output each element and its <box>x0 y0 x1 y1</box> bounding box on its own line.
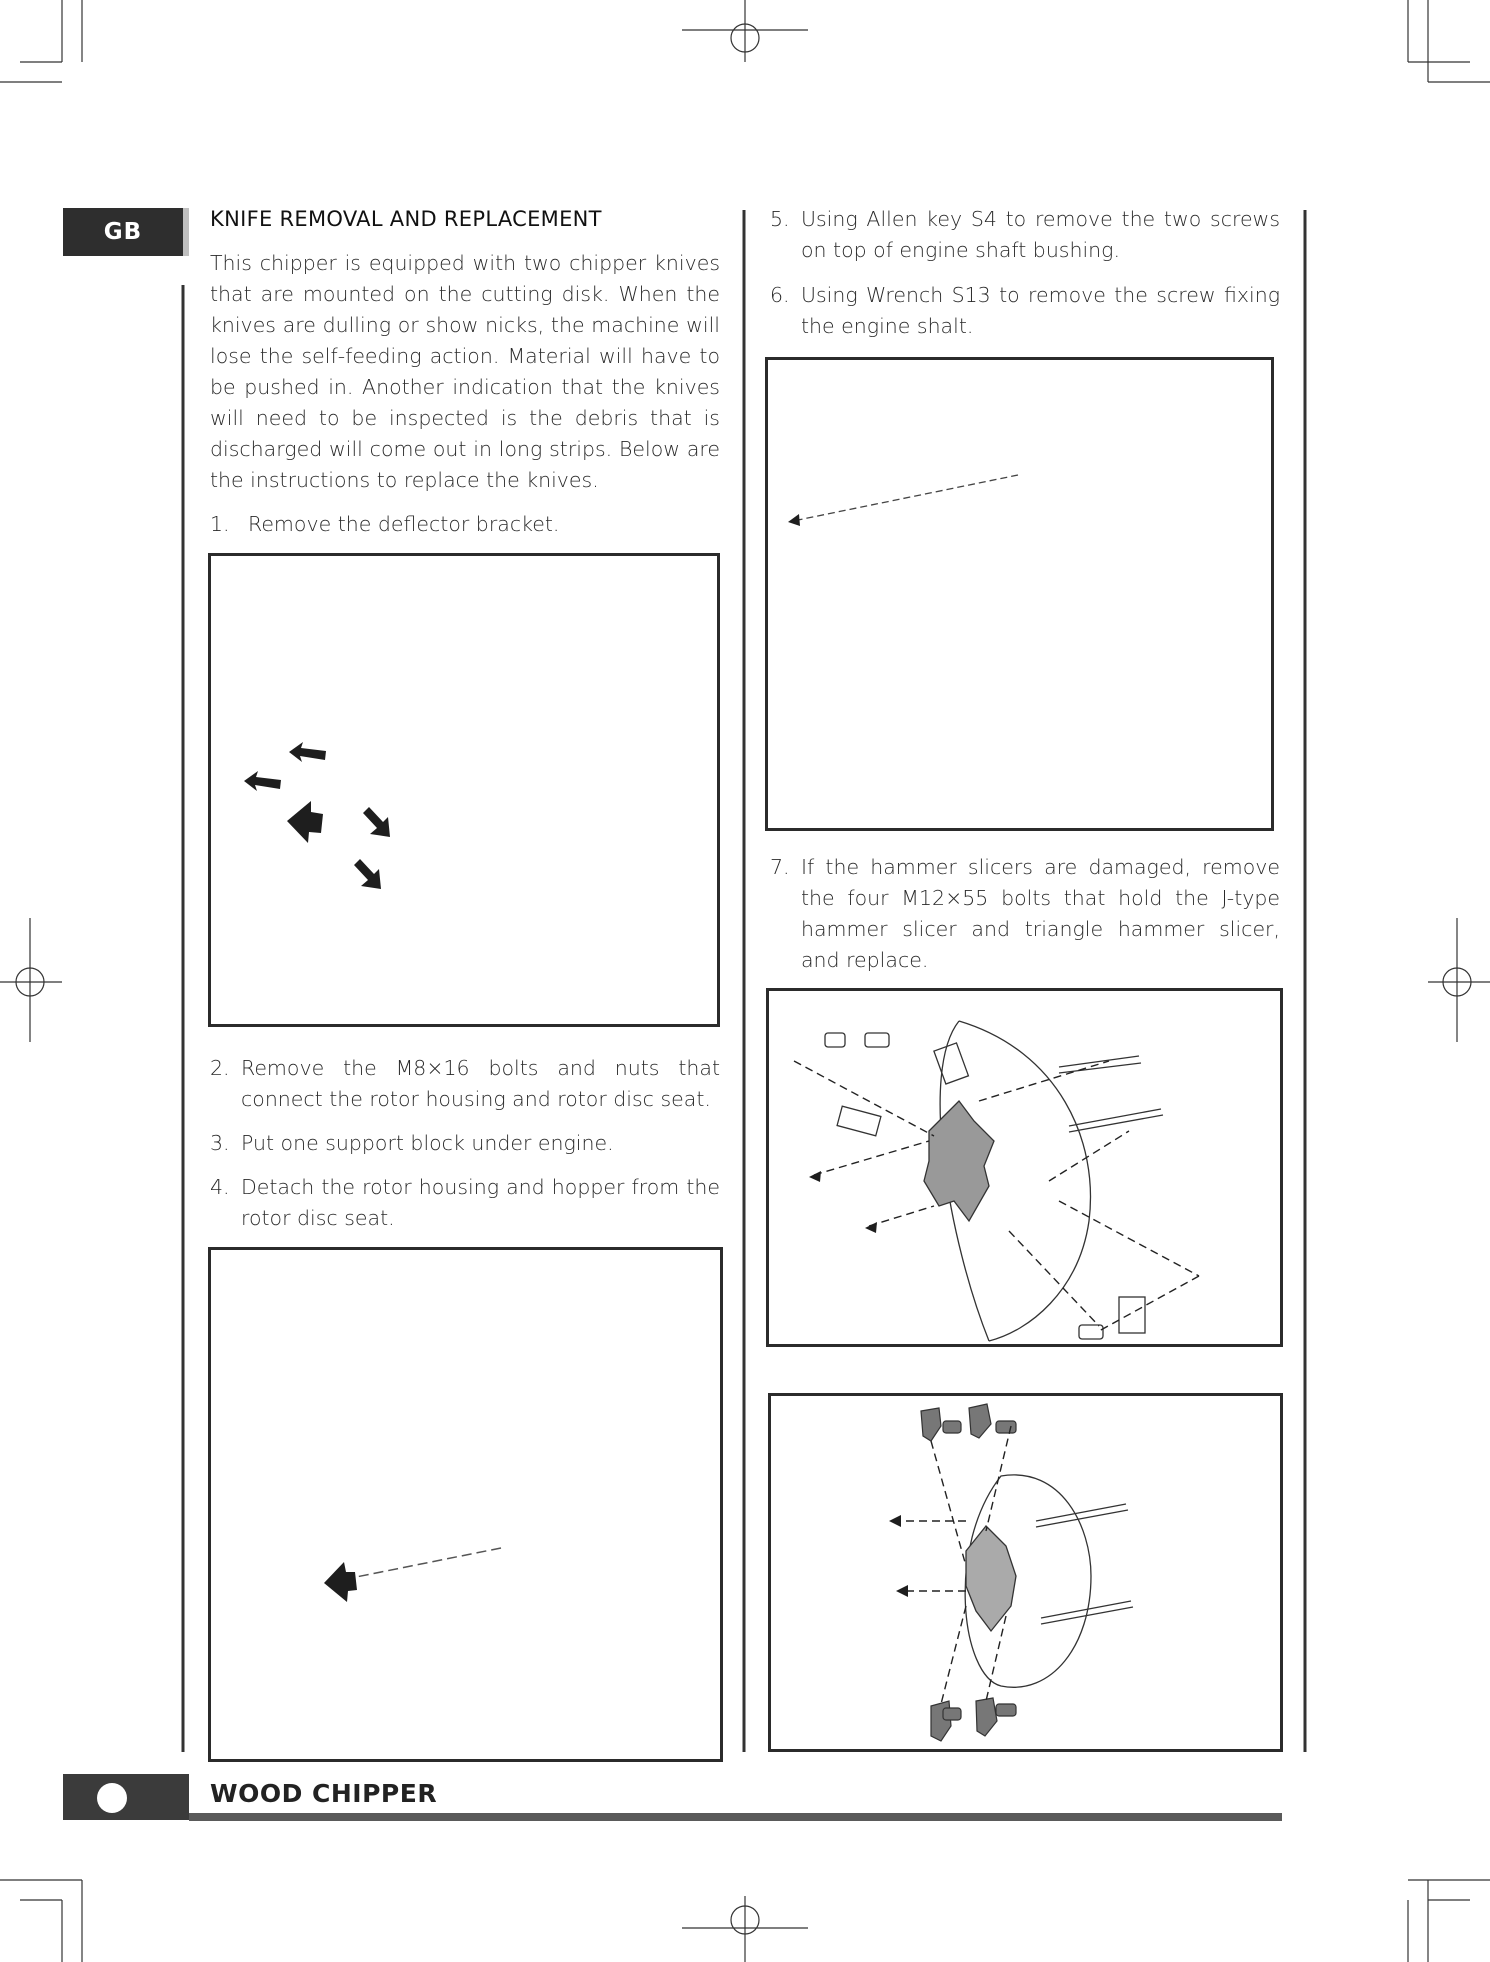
figure-hammer-slicers-assembled <box>768 1393 1283 1752</box>
removal-arrows-illustration <box>211 556 717 1024</box>
bolt <box>1036 1504 1128 1527</box>
bushing <box>943 1708 961 1720</box>
step-text: If the hammer slicers are damaged, remove the four M12×55 bolts that hold the J-type hammer slicer and triangle hammer slicer, and replace. <box>801 855 1280 972</box>
arrow-left-icon <box>244 771 281 791</box>
figure-hammer-slicers-exploded <box>766 988 1283 1347</box>
step-3 <box>210 1128 720 1159</box>
bushing <box>996 1421 1016 1433</box>
step-number: 7. <box>770 855 790 879</box>
section-heading: KNIFE REMOVAL AND REPLACEMENT <box>210 207 602 231</box>
step-2 <box>210 1053 720 1115</box>
step-text: Remove the M8×16 bolts and nuts that connect the rotor housing and rotor disc seat. <box>241 1056 720 1111</box>
step-6 <box>770 280 1280 342</box>
step-text: Using Allen key S4 to remove the two screws on top of engine shaft bushing. <box>801 207 1280 262</box>
intro-paragraph: This chipper is equipped with two chipper knives that are mounted on the cutting disk. When the knives are dulling or show nicks, the machine will lose the self-feeding action. Material will have to be pushed in. Another indication that the knives will need to be inspected is the debris that is discharged will come out in long strips. Below are the instructions to replace the knives. <box>210 251 720 492</box>
step-text: Detach the rotor housing and hopper from the rotor disc seat. <box>241 1175 720 1230</box>
mounting-plate <box>966 1526 1016 1631</box>
page-number-dot <box>97 1783 127 1813</box>
arrow-left-icon <box>289 742 326 762</box>
bolt <box>1059 1056 1141 1073</box>
step-7 <box>770 852 1280 976</box>
hammer-slicer <box>921 1408 941 1441</box>
bushing <box>1079 1325 1103 1339</box>
bushing <box>865 1033 889 1047</box>
step-5 <box>770 204 1280 266</box>
figure-engine-shaft <box>765 357 1274 831</box>
step-1 <box>210 509 720 540</box>
hammer-slicers-assembled-illustration <box>771 1396 1280 1749</box>
arrow-down-right-icon <box>354 859 381 889</box>
step-text: Put one support block under engine. <box>241 1131 614 1155</box>
hammer-slicer <box>931 1701 951 1741</box>
footer-rule <box>189 1813 1282 1821</box>
figure-deflector-bracket <box>208 553 720 1027</box>
engine-shaft-illustration <box>768 360 1271 828</box>
arrow-left-icon <box>889 1515 901 1527</box>
figure-rotor-housing <box>208 1247 723 1762</box>
step-number: 5. <box>770 207 790 231</box>
bolt <box>1069 1109 1163 1132</box>
step-text: Using Wrench S13 to remove the screw fixing the engine shalt. <box>801 283 1280 338</box>
hammer-slicer <box>976 1698 997 1736</box>
step-text: Remove the deflector bracket. <box>248 512 560 536</box>
bushing <box>943 1421 961 1433</box>
rotor-housing-illustration <box>211 1250 720 1759</box>
footer-title: WOOD CHIPPER <box>210 1779 438 1808</box>
arrow-left-icon <box>896 1585 908 1597</box>
step-number: 6. <box>770 283 790 307</box>
step-number: 1. <box>210 512 230 536</box>
step-number: 2. <box>210 1056 230 1080</box>
hammer-slicer <box>1119 1297 1145 1333</box>
hammer-slicer <box>837 1106 881 1136</box>
mounting-plate <box>924 1101 994 1221</box>
step-4 <box>210 1172 720 1234</box>
bushing <box>825 1033 845 1047</box>
hammer-slicer <box>934 1043 969 1084</box>
arrow-down-right-icon <box>363 807 390 837</box>
arrow-left-icon <box>788 514 800 526</box>
arrow-left-icon <box>809 1171 821 1182</box>
language-tab <box>63 208 183 256</box>
arrow-left-icon <box>324 1562 357 1602</box>
hammer-slicer <box>969 1404 991 1438</box>
bushing <box>996 1704 1016 1716</box>
arrow-left-icon <box>287 801 323 843</box>
step-number: 3. <box>210 1131 230 1155</box>
step-number: 4. <box>210 1175 230 1199</box>
hammer-slicers-exploded-illustration <box>769 991 1280 1344</box>
arrow-left-icon <box>865 1222 877 1233</box>
language-tab-label: GB <box>103 219 143 245</box>
